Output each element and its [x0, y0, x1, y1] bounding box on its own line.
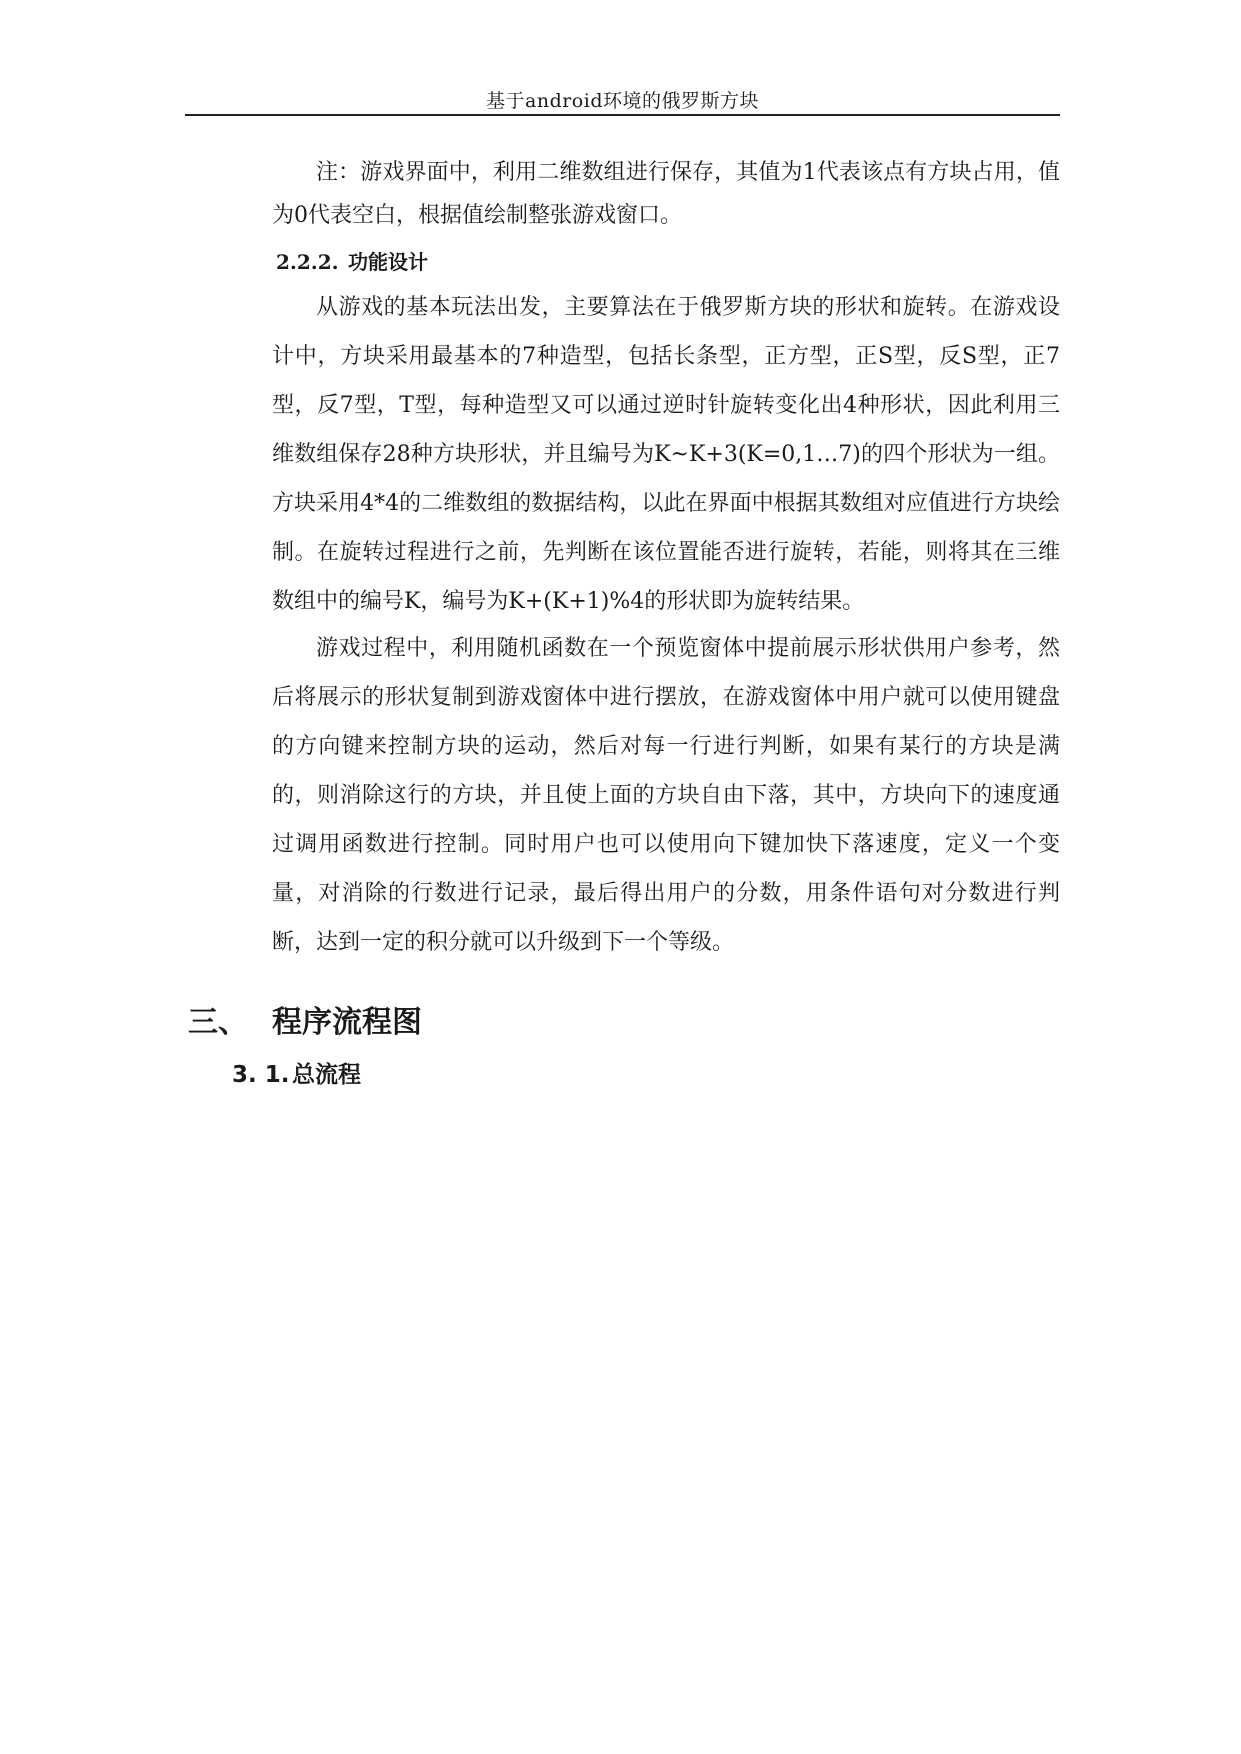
chapter-heading — [188, 1003, 422, 1043]
body-paragraph-1: 从游戏的基本玩法出发，主要算法在于俄罗斯方块的形状和旋转。在游戏设计中，方块采用最基本的7种造型，包括长条型，正方型，正S型，反S型，正7型，反7型，T型，每种造型又可以通过逆时针旋转变化出4种形状，因此利用三维数组保存28种方块形状，并且编号为K~K+3(K=0,1…7)的四个形状为一组。方块采用4*4的二维数组的数据结构，以此在界面中根据其数组对应值进行方块绘制。在旋转过程进行之前，先判断在该位置能否进行旋转，若能，则将其在三维数组中的编号K，编号为K+(K+1)%4的形状即为旋转结果。 — [272, 295, 1060, 614]
subsection-title: 功能设计 — [348, 250, 428, 274]
subsection-number: 2.2.2. — [276, 250, 339, 274]
note-paragraph: 注：游戏界面中，利用二维数组进行保存，其值为1代表该点有方块占用，值为0代表空白，根据值绘制整张游戏窗口。 — [272, 160, 1060, 228]
section-number: 3. 1. — [232, 1062, 290, 1088]
header-rule — [185, 114, 1060, 116]
body-paragraph-2: 游戏过程中，利用随机函数在一个预览窗体中提前展示形状供用户参考，然后将展示的形状复制到游戏窗体中进行摆放，在游戏窗体中用户就可以使用键盘的方向键来控制方块的运动，然后对每一行进行判断，如果有某行的方块是满的，则消除这行的方块，并且使上面的方块自由下落，其中，方块向下的速度通过调用函数进行控制。同时用户也可以使用向下键加快下落速度，定义一个变量，对消除的行数进行记录，最后得出用户的分数，用条件语句对分数进行判断，达到一定的积分就可以升级到下一个等级。 — [272, 636, 1060, 955]
section-title: 总流程 — [292, 1062, 361, 1088]
section-heading — [232, 1060, 361, 1090]
subsection-heading — [276, 250, 428, 274]
chapter-title: 程序流程图 — [272, 1005, 422, 1040]
running-header: 基于android环境的俄罗斯方块 — [486, 90, 759, 112]
chapter-number: 三、 — [188, 1005, 248, 1040]
